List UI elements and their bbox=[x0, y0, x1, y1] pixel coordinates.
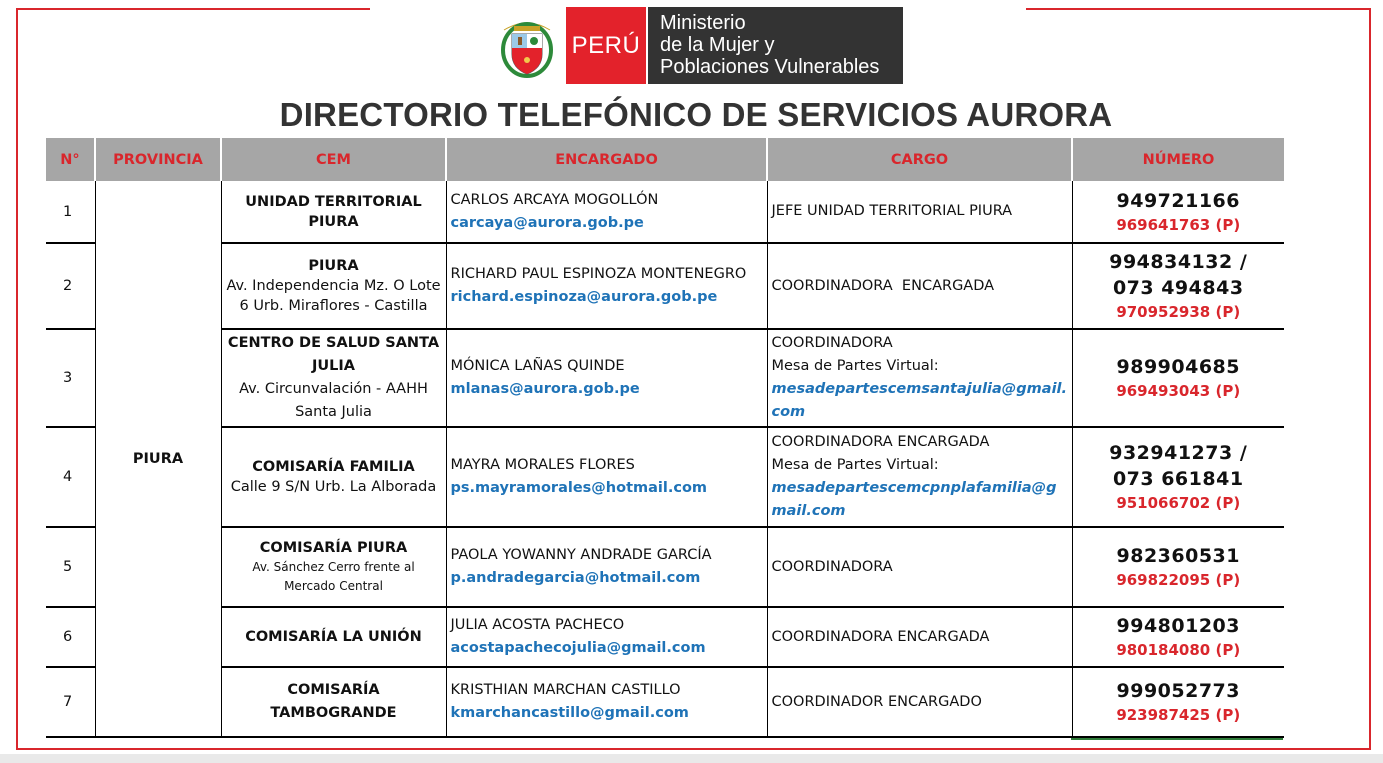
page-title: DIRECTORIO TELEFÓNICO DE SERVICIOS AURORA bbox=[279, 96, 1113, 133]
cem-cell bbox=[221, 181, 446, 243]
cem-cell bbox=[221, 607, 446, 667]
cargo-text: COORDINADORA bbox=[771, 335, 893, 351]
row-number: 3 bbox=[46, 329, 95, 427]
cargo-cell bbox=[767, 243, 1072, 329]
frame-top-left-line bbox=[16, 8, 370, 10]
phone-number: 932941273 / bbox=[1109, 442, 1248, 464]
personal-phone: 980184080 (P) bbox=[1116, 641, 1241, 659]
mesa-email-link[interactable]: mesadepartescemsantajulia@gmail.com bbox=[771, 381, 1068, 420]
cargo-text: JEFE UNIDAD TERRITORIAL PIURA bbox=[771, 203, 1013, 219]
personal-phone: 969493043 (P) bbox=[1116, 382, 1241, 400]
encargado-cell bbox=[446, 667, 767, 737]
cem-name: COMISARÍA PIURA bbox=[259, 540, 408, 556]
col-header-encargado: ENCARGADO bbox=[446, 138, 767, 181]
email-link[interactable]: acostapachecojulia@gmail.com bbox=[450, 640, 706, 656]
cem-cell bbox=[221, 427, 446, 527]
numero-cell bbox=[1072, 243, 1284, 329]
phone-number: 982360531 bbox=[1116, 545, 1240, 567]
cem-name: COMISARÍA FAMILIA bbox=[252, 459, 415, 475]
cem-address: Av. Sánchez Cerro frente al Mercado Central bbox=[252, 560, 415, 593]
cem-address: Av. Circunvalación - AAHH Santa Julia bbox=[239, 381, 428, 420]
personal-phone: 969641763 (P) bbox=[1116, 215, 1241, 234]
cargo-text: COORDINADORA ENCARGADA bbox=[771, 434, 990, 450]
numero-cell bbox=[1072, 181, 1284, 243]
phone-number: 989904685 bbox=[1116, 356, 1240, 378]
encargado-cell bbox=[446, 243, 767, 329]
ministry-line-1: Ministerio bbox=[660, 12, 746, 34]
email-link[interactable]: ps.mayramorales@hotmail.com bbox=[450, 480, 708, 496]
cem-cell bbox=[221, 243, 446, 329]
encargado-cell bbox=[446, 329, 767, 427]
row-number: 5 bbox=[46, 527, 95, 607]
phone-number: 999052773 bbox=[1116, 680, 1240, 702]
cargo-text: COORDINADOR ENCARGADO bbox=[771, 693, 982, 710]
cargo-cell bbox=[767, 527, 1072, 607]
table-row bbox=[46, 427, 1284, 527]
personal-phone: 970952938 (P) bbox=[1116, 303, 1241, 321]
phone-number-landline: 073 661841 bbox=[1112, 468, 1244, 490]
person-name: CARLOS ARCAYA MOGOLLÓN bbox=[450, 191, 659, 208]
encargado-cell bbox=[446, 181, 767, 243]
col-header-n: N° bbox=[46, 138, 95, 181]
cargo-cell bbox=[767, 427, 1072, 527]
col-header-cargo: CARGO bbox=[767, 138, 1072, 181]
cem-name: COMISARÍA LA UNIÓN bbox=[245, 629, 422, 645]
col-header-provincia: PROVINCIA bbox=[95, 138, 221, 181]
table-row bbox=[46, 243, 1284, 329]
phone-number: 994834132 / bbox=[1109, 251, 1248, 273]
encargado-cell bbox=[446, 527, 767, 607]
cem-name: PIURA bbox=[308, 258, 359, 274]
numero-cell bbox=[1072, 607, 1284, 667]
cargo-cell bbox=[767, 329, 1072, 427]
cem-cell bbox=[221, 527, 446, 607]
personal-phone: 951066702 (P) bbox=[1116, 494, 1241, 512]
cargo-mesa-label: Mesa de Partes Virtual: bbox=[771, 358, 939, 374]
row-number: 2 bbox=[46, 243, 95, 329]
directory-table bbox=[46, 138, 1284, 738]
cem-name: COMISARÍA TAMBOGRANDE bbox=[270, 682, 397, 721]
cem-address: Av. Independencia Mz. O Lote 6 Urb. Miraflores - Castilla bbox=[226, 278, 441, 314]
person-name: JULIA ACOSTA PACHECO bbox=[450, 617, 625, 633]
table-row bbox=[46, 527, 1284, 607]
cargo-text: COORDINADORA ENCARGADA bbox=[771, 277, 995, 294]
person-name: RICHARD PAUL ESPINOZA MONTENEGRO bbox=[450, 266, 747, 282]
cem-address: Calle 9 S/N Urb. La Alborada bbox=[230, 479, 437, 495]
numero-cell bbox=[1072, 667, 1284, 737]
personal-phone: 969822095 (P) bbox=[1116, 571, 1241, 589]
coat-of-arms-icon bbox=[496, 10, 558, 82]
table-row bbox=[46, 667, 1284, 737]
ministry-line-3: Poblaciones Vulnerables bbox=[660, 56, 880, 78]
person-name: PAOLA YOWANNY ANDRADE GARCÍA bbox=[450, 547, 712, 563]
cem-name: UNIDAD TERRITORIAL PIURA bbox=[245, 193, 422, 230]
phone-number: 949721166 bbox=[1116, 189, 1240, 212]
cem-cell bbox=[221, 667, 446, 737]
email-link[interactable]: kmarchancastillo@gmail.com bbox=[450, 705, 689, 721]
row-number: 6 bbox=[46, 607, 95, 667]
row-number: 7 bbox=[46, 667, 95, 737]
peru-label: PERÚ bbox=[571, 31, 641, 59]
person-name: MAYRA MORALES FLORES bbox=[450, 457, 635, 473]
encargado-cell bbox=[446, 607, 767, 667]
email-link[interactable]: richard.espinoza@aurora.gob.pe bbox=[450, 289, 718, 305]
table-row bbox=[46, 329, 1284, 427]
numero-cell bbox=[1072, 329, 1284, 427]
ministry-line-2: de la Mujer y bbox=[660, 34, 775, 56]
col-header-cem: CEM bbox=[221, 138, 446, 181]
peru-logo bbox=[566, 7, 646, 84]
col-header-numero: NÚMERO bbox=[1072, 138, 1284, 181]
cem-name: CENTRO DE SALUD SANTA JULIA bbox=[227, 335, 440, 374]
province-cell: PIURA bbox=[95, 181, 221, 737]
encargado-cell bbox=[446, 427, 767, 527]
cargo-cell bbox=[767, 181, 1072, 243]
cargo-mesa-label: Mesa de Partes Virtual: bbox=[771, 457, 939, 473]
frame-bottom-line bbox=[16, 748, 1371, 750]
table-row bbox=[46, 181, 1284, 243]
person-name: KRISTHIAN MARCHAN CASTILLO bbox=[450, 682, 681, 698]
table-header-row bbox=[46, 138, 1284, 181]
numero-cell bbox=[1072, 527, 1284, 607]
ministry-logo bbox=[648, 7, 903, 84]
cargo-cell bbox=[767, 667, 1072, 737]
email-link[interactable]: p.andradegarcia@hotmail.com bbox=[450, 570, 701, 586]
table-row bbox=[46, 607, 1284, 667]
row-number: 4 bbox=[46, 427, 95, 527]
frame-top-right-line bbox=[1026, 8, 1371, 10]
row-number: 1 bbox=[46, 181, 95, 243]
table-bottom-accent bbox=[1071, 738, 1283, 740]
cargo-text: COORDINADORA ENCARGADA bbox=[771, 628, 990, 645]
phone-number-landline: 073 494843 bbox=[1112, 277, 1244, 299]
cargo-text: COORDINADORA bbox=[771, 558, 893, 575]
email-link[interactable]: mlanas@aurora.gob.pe bbox=[450, 381, 640, 397]
person-name: MÓNICA LAÑAS QUINDE bbox=[450, 358, 625, 374]
bottom-strip bbox=[0, 754, 1383, 763]
phone-number: 994801203 bbox=[1116, 615, 1240, 637]
cem-cell bbox=[221, 329, 446, 427]
email-link[interactable]: carcaya@aurora.gob.pe bbox=[450, 214, 644, 231]
personal-phone: 923987425 (P) bbox=[1116, 706, 1241, 724]
mesa-email-link[interactable]: mesadepartescemcpnplafamilia@gmail.com bbox=[771, 480, 1057, 519]
cargo-cell bbox=[767, 607, 1072, 667]
numero-cell bbox=[1072, 427, 1284, 527]
